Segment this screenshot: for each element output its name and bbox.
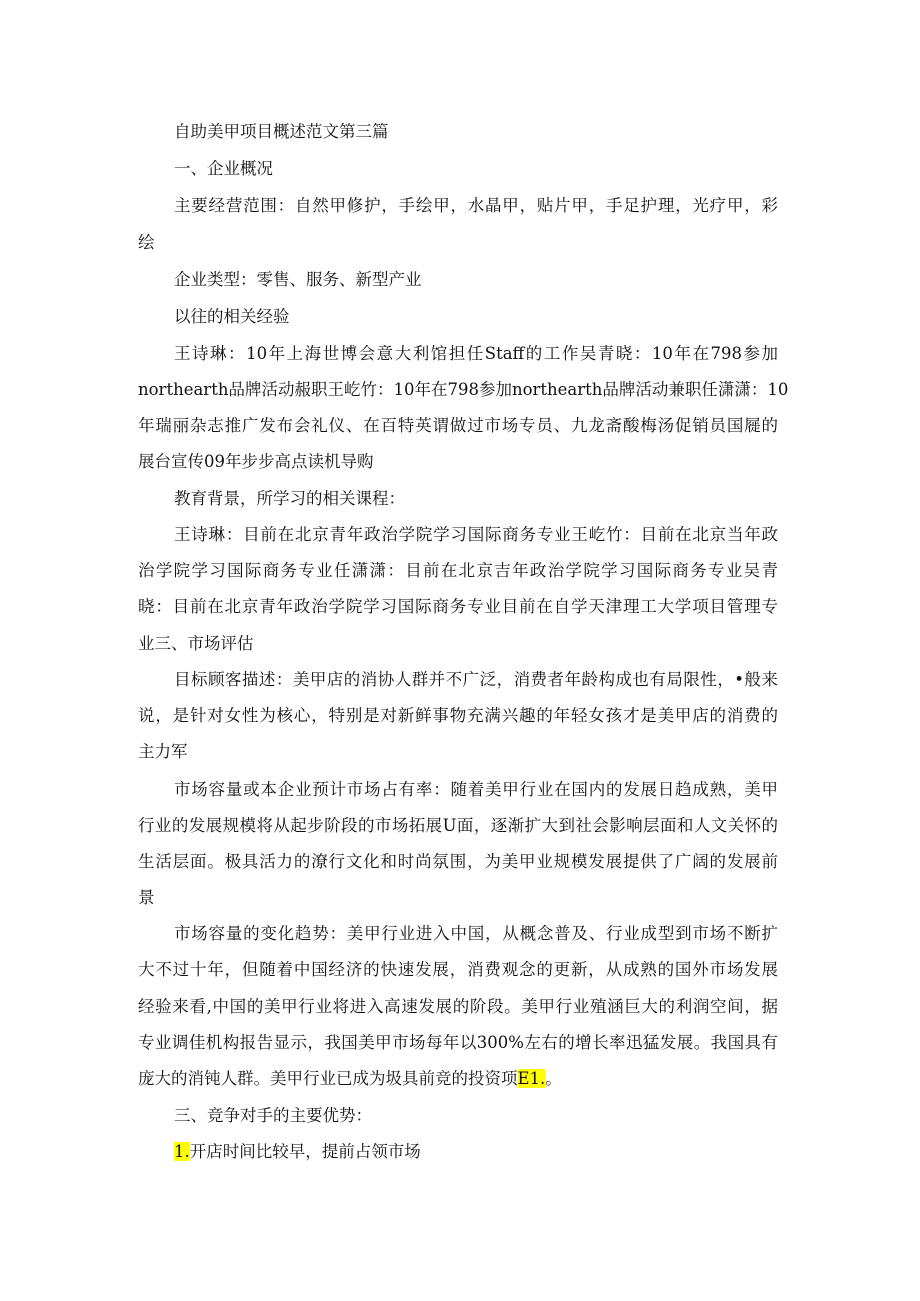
paragraph-line: 王诗琳：10年上海世博会意大利馆担任Staff的工作吴青晓：10年在798参加 [174, 344, 778, 363]
paragraph-line: 治学院学习国际商务专业任潇潇：目前在北京吉年政治学院学习国际商务专业吴青 [138, 561, 778, 580]
list-item-number: 1. [174, 1142, 190, 1161]
list-item-text: 开店时间比较早，提前占领市场 [189, 1142, 421, 1161]
paragraph-line: 专业调佳机构报告显示，我国美甲市场每年以300%左右的增长率迅猛发展。我国具有 [138, 1033, 778, 1052]
paragraph-line: 主力军 [138, 742, 188, 761]
paragraph-line: 大不过十年，但随着中国经济的快速发展，消费观念的更新，从成熟的国外市场发展 [138, 960, 778, 979]
section-heading-1: 一、企业概况 [174, 159, 273, 178]
paragraph-line: 市场容量的变化趋势：美甲行业进入中国，从概念普及、行业成型到市场不断扩 [174, 924, 778, 943]
paragraph-line: 生活层面。极具活力的潦行文化和时尚氛围，为美甲业规模发展提供了广阔的发展前 [138, 852, 778, 871]
paragraph-line: 目标顾客描述：美甲店的消协人群并不广泛，消费者年龄构成也有局限性，•般来 [174, 670, 778, 689]
list-item [174, 1142, 778, 1162]
paragraph-line: 业三、市场评估 [138, 634, 254, 653]
paragraph-line: 行业的发展规模将从起步阶段的市场拓展U面，逐渐扩大到社会影响层面和人文关怀的 [138, 816, 778, 835]
subheading: 以往的相关经验 [174, 307, 290, 326]
doc-title: 自助美甲项目概述范文第三篇 [174, 122, 389, 141]
paragraph-line: 主要经营范围：自然甲修护，手绘甲，水晶甲，贴片甲，手足护理，光疗甲，彩 [174, 196, 778, 215]
text-run: 庞大的消钝人群。美甲行业已成为圾具前竞的投资项 [138, 1069, 518, 1088]
paragraph-line: 晓：目前在北京青年政治学院学习国际商务专业目前在自学天津理工大学项目管理专 [138, 597, 778, 616]
paragraph-line: northearth品牌活动赧职王屹竹：10年在798参加northearth品牌活动兼职任潇潇：10 [138, 380, 789, 399]
section-heading-3: 三、竞争对手的主要优势： [174, 1106, 372, 1125]
paragraph-line: 说，是针对女性为核心，特别是对新鲜事物充满兴趣的年轻女孩才是美甲店的消费的 [138, 706, 778, 725]
paragraph-line: 年瑞丽杂志推广发布会礼仪、在百特英谓做过市场专员、九龙斋酸梅汤促销员国屣的 [138, 416, 778, 435]
text-run: 。 [545, 1069, 562, 1088]
highlighted-text: E1. [517, 1069, 546, 1088]
paragraph-line: 绘 [138, 233, 155, 252]
paragraph-line: 企业类型：零售、服务、新型产业 [174, 270, 422, 289]
paragraph-line: 经验来看,中国的美甲行业将进入高速发展的阶段。美甲行业殖涵巨大的利润空间，据 [138, 997, 778, 1016]
paragraph-line: 王诗琳：目前在北京青年政治学院学习国际商务专业王屹竹：目前在北京当年政 [174, 525, 778, 544]
subheading: 教育背景，所学习的相关课程： [174, 489, 405, 508]
paragraph-line [138, 1069, 778, 1089]
paragraph-line: 展台宣传09年步步高点读机导购 [138, 452, 374, 471]
paragraph-line: 市场容量或本企业预计市场占有率：随着美甲行业在国内的发展日趋成熟，美甲 [174, 780, 778, 799]
paragraph-line: 景 [138, 888, 155, 907]
